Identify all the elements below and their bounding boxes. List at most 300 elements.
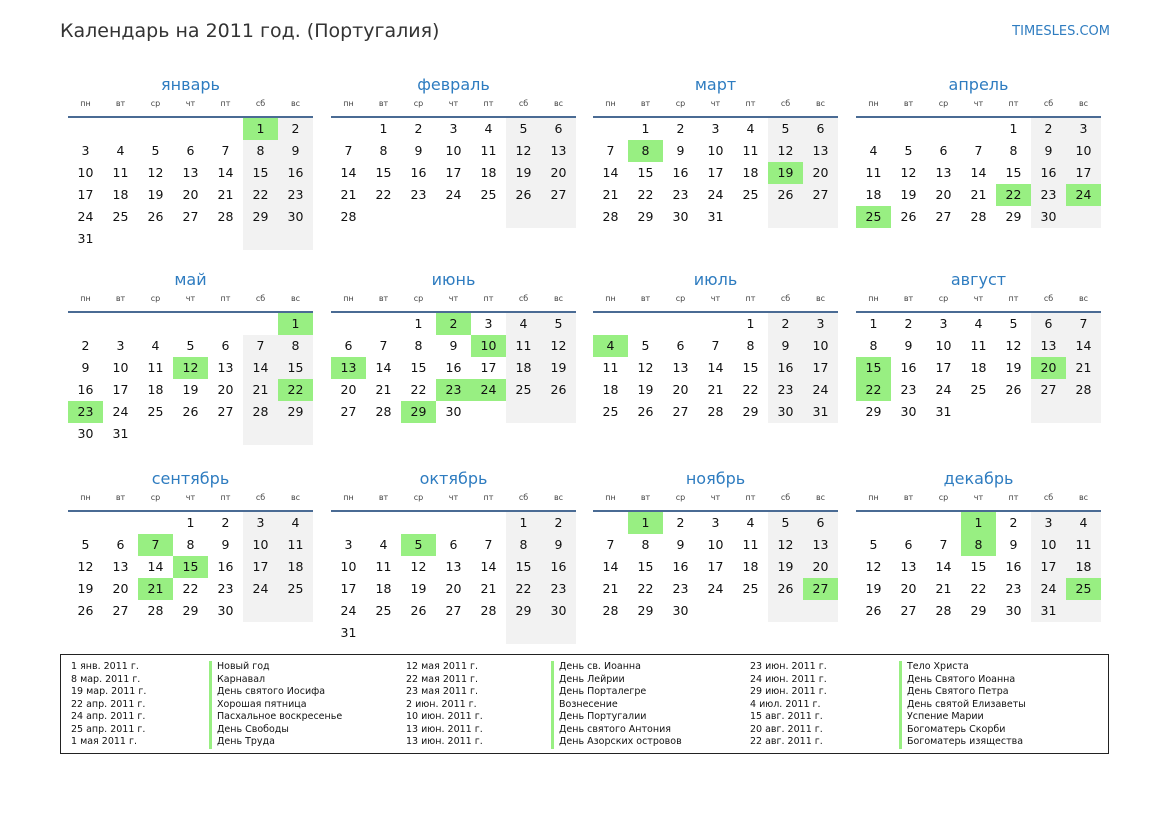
day-cell: 11: [278, 534, 313, 556]
weekday-label: вс: [1078, 99, 1089, 108]
legend-entry: День св. Иоанна: [559, 661, 641, 672]
day-cell: 24: [77, 209, 94, 224]
day-cell: 7: [606, 537, 615, 552]
month-3: [593, 72, 838, 228]
day-cell: 30: [768, 401, 803, 423]
weekday-label: чт: [185, 294, 196, 303]
empty-cell: [1066, 206, 1101, 228]
empty-cell: [593, 313, 628, 335]
empty-cell: [103, 512, 138, 534]
legend-entry: 23 мая 2011 г.: [406, 686, 479, 697]
month-name: июнь: [431, 270, 476, 289]
day-cell: 23: [672, 187, 689, 202]
day-cell: 4: [869, 143, 878, 158]
weekday-label: ср: [150, 294, 161, 303]
empty-cell: [243, 313, 278, 335]
day-cell: 6: [344, 338, 353, 353]
week-row: [856, 512, 1101, 534]
legend-entry: 13 июн. 2011 г.: [406, 723, 483, 735]
day-cell: 15: [506, 556, 541, 578]
weekday-header: [593, 492, 838, 512]
day-cell: 16: [672, 165, 689, 180]
day-cell: 6: [449, 537, 458, 552]
day-cell: 5: [869, 537, 878, 552]
legend-entry: Карнавал: [217, 673, 266, 685]
day-cell: 3: [484, 316, 493, 331]
legend-entry: Тело Христа: [907, 661, 969, 672]
weekday-label: пт: [483, 493, 494, 502]
day-cell: 3: [1066, 118, 1101, 140]
week-row: [331, 401, 576, 423]
week-row: [68, 578, 313, 600]
empty-cell: [926, 118, 961, 140]
weekday-label: вс: [553, 294, 564, 303]
legend-entry: 22 авг. 2011 г.: [750, 736, 823, 747]
day-cell: 29: [865, 404, 882, 419]
day-cell: 30: [900, 404, 917, 419]
weekday-label: сб: [780, 493, 791, 502]
empty-cell: [366, 206, 401, 228]
legend-entry: 13 июн. 2011 г.: [406, 736, 483, 747]
day-cell: 20: [1031, 357, 1066, 379]
day-cell: 26: [768, 578, 803, 600]
day-cell: 31: [77, 231, 94, 246]
day-cell: 31: [935, 404, 952, 419]
day-cell: 5: [401, 534, 436, 556]
weekday-label: ср: [675, 493, 686, 502]
legend-names-col-2: [551, 661, 682, 749]
day-cell: 26: [410, 603, 427, 618]
month-name: январь: [161, 75, 220, 94]
day-cell: 19: [182, 382, 199, 397]
day-cell: 6: [186, 143, 195, 158]
legend-entry: 15 авг. 2011 г.: [750, 711, 823, 722]
day-cell: 12: [768, 534, 803, 556]
month-name: декабрь: [943, 469, 1014, 488]
day-cell: 1: [1009, 121, 1018, 136]
day-cell: 16: [1005, 559, 1022, 574]
weekday-header: [331, 98, 576, 118]
day-cell: 10: [471, 335, 506, 357]
holiday-legend: [60, 654, 1109, 754]
day-cell: 22: [996, 184, 1031, 206]
day-cell: 20: [182, 187, 199, 202]
week-row: [68, 423, 313, 445]
day-cell: 21: [1066, 357, 1101, 379]
weekday-header: [593, 293, 838, 313]
day-cell: 17: [935, 360, 952, 375]
day-cell: 25: [602, 404, 619, 419]
day-cell: 31: [707, 209, 724, 224]
weekday-label: пн: [80, 493, 91, 502]
day-cell: 5: [186, 338, 195, 353]
day-cell: 10: [77, 165, 94, 180]
day-cell: 15: [742, 360, 759, 375]
day-cell: 22: [375, 187, 392, 202]
weekday-label: пт: [1008, 493, 1019, 502]
day-cell: 14: [1066, 335, 1101, 357]
day-cell: 9: [81, 360, 90, 375]
day-cell: 20: [112, 581, 129, 596]
legend-entry: 19 мар. 2011 г.: [71, 686, 147, 697]
empty-cell: [366, 512, 401, 534]
day-cell: 15: [637, 165, 654, 180]
day-cell: 8: [278, 335, 313, 357]
empty-cell: [768, 600, 803, 622]
week-row: [593, 534, 838, 556]
day-cell: 18: [1066, 556, 1101, 578]
day-cell: 4: [278, 512, 313, 534]
empty-cell: [698, 600, 733, 622]
day-cell: 20: [900, 581, 917, 596]
empty-cell: [733, 600, 768, 622]
week-row: [68, 357, 313, 379]
day-cell: 10: [243, 534, 278, 556]
day-cell: 18: [480, 165, 497, 180]
week-row: [856, 184, 1101, 206]
weekday-label: вс: [815, 294, 826, 303]
day-cell: 13: [331, 357, 366, 379]
day-cell: 22: [742, 382, 759, 397]
legend-entry: 10 июн. 2011 г.: [406, 711, 483, 722]
weekday-label: чт: [710, 99, 721, 108]
weekday-label: сб: [780, 99, 791, 108]
month-1: [68, 72, 313, 250]
week-row: [331, 622, 576, 644]
month-10: [331, 466, 576, 644]
day-cell: 28: [375, 404, 392, 419]
weekday-label: пт: [1008, 294, 1019, 303]
empty-cell: [243, 228, 278, 250]
week-row: [856, 600, 1101, 622]
day-cell: 23: [541, 578, 576, 600]
day-cell: 3: [81, 143, 90, 158]
day-cell: 19: [1005, 360, 1022, 375]
weekday-label: пн: [868, 99, 879, 108]
weekday-label: пн: [605, 294, 616, 303]
legend-entry: Вознесение: [559, 698, 618, 710]
day-cell: 17: [707, 165, 724, 180]
weekday-label: пт: [745, 294, 756, 303]
day-cell: 11: [506, 335, 541, 357]
day-cell: 8: [243, 140, 278, 162]
weekday-label: вс: [553, 99, 564, 108]
weekday-label: сб: [255, 99, 266, 108]
day-cell: 10: [1066, 140, 1101, 162]
weekday-label: чт: [973, 294, 984, 303]
day-cell: 12: [541, 335, 576, 357]
day-cell: 26: [900, 209, 917, 224]
weekday-label: вт: [115, 99, 126, 108]
weekday-label: пн: [868, 493, 879, 502]
day-cell: 2: [768, 313, 803, 335]
day-cell: 30: [1031, 206, 1066, 228]
day-cell: 9: [278, 140, 313, 162]
week-row: [856, 534, 1101, 556]
weekday-header: [856, 293, 1101, 313]
day-cell: 12: [1005, 338, 1022, 353]
week-row: [856, 379, 1101, 401]
empty-cell: [208, 118, 243, 140]
page-title: Календарь на 2011 год. (Португалия): [60, 20, 440, 42]
week-row: [856, 313, 1101, 335]
legend-entry: 1 янв. 2011 г.: [71, 661, 139, 672]
weekday-label: ср: [150, 493, 161, 502]
empty-cell: [506, 206, 541, 228]
weekday-label: чт: [185, 99, 196, 108]
day-cell: 11: [480, 143, 497, 158]
day-cell: 22: [278, 379, 313, 401]
weekday-header: [593, 98, 838, 118]
week-row: [68, 228, 313, 250]
legend-entry: Новый год: [217, 661, 270, 672]
day-cell: 24: [471, 379, 506, 401]
site-link[interactable]: TIMESLES.COM: [1012, 24, 1110, 39]
empty-cell: [243, 600, 278, 622]
weekday-label: вс: [1078, 493, 1089, 502]
day-cell: 29: [970, 603, 987, 618]
empty-cell: [138, 118, 173, 140]
weekday-label: пт: [1008, 99, 1019, 108]
empty-cell: [401, 206, 436, 228]
empty-cell: [891, 512, 926, 534]
empty-cell: [208, 423, 243, 445]
day-cell: 21: [480, 581, 497, 596]
legend-dates-col-3: [750, 661, 827, 749]
legend-entry: 2 июн. 2011 г.: [406, 698, 477, 710]
empty-cell: [366, 313, 401, 335]
empty-cell: [1031, 401, 1066, 423]
empty-cell: [698, 313, 733, 335]
week-row: [331, 335, 576, 357]
day-cell: 16: [541, 556, 576, 578]
week-row: [68, 534, 313, 556]
legend-entry: День Азорских островов: [559, 736, 682, 747]
empty-cell: [506, 622, 541, 644]
day-cell: 27: [112, 603, 129, 618]
day-cell: 28: [602, 603, 619, 618]
day-cell: 18: [742, 559, 759, 574]
day-cell: 2: [1009, 515, 1018, 530]
week-row: [68, 600, 313, 622]
day-cell: 25: [278, 578, 313, 600]
legend-entry: День святого Антония: [559, 723, 671, 735]
week-row: [68, 401, 313, 423]
day-cell: 28: [480, 603, 497, 618]
day-cell: 9: [449, 338, 458, 353]
day-cell: 21: [707, 382, 724, 397]
week-row: [331, 162, 576, 184]
month-name: сентябрь: [151, 469, 230, 488]
day-cell: 3: [243, 512, 278, 534]
day-cell: 22: [506, 578, 541, 600]
empty-cell: [996, 401, 1031, 423]
empty-cell: [436, 206, 471, 228]
day-cell: 4: [506, 313, 541, 335]
day-cell: 29: [1005, 209, 1022, 224]
day-cell: 22: [637, 187, 654, 202]
weekday-label: пт: [220, 99, 231, 108]
week-row: [68, 184, 313, 206]
day-cell: 23: [436, 379, 471, 401]
day-cell: 10: [1031, 534, 1066, 556]
day-cell: 26: [541, 379, 576, 401]
day-cell: 12: [173, 357, 208, 379]
weekday-label: чт: [448, 493, 459, 502]
month-9: [68, 466, 313, 622]
empty-cell: [138, 512, 173, 534]
day-cell: 16: [445, 360, 462, 375]
day-cell: 31: [340, 625, 357, 640]
day-cell: 12: [637, 360, 654, 375]
day-cell: 20: [541, 162, 576, 184]
day-cell: 9: [768, 335, 803, 357]
empty-cell: [208, 313, 243, 335]
weekday-label: ср: [675, 99, 686, 108]
day-cell: 12: [506, 140, 541, 162]
empty-cell: [1066, 600, 1101, 622]
day-cell: 2: [414, 121, 423, 136]
week-row: [331, 556, 576, 578]
day-cell: 5: [1009, 316, 1018, 331]
week-row: [331, 600, 576, 622]
day-cell: 16: [217, 559, 234, 574]
day-cell: 7: [711, 338, 720, 353]
day-cell: 8: [186, 537, 195, 552]
weekday-label: сб: [255, 294, 266, 303]
weekday-label: сб: [518, 99, 529, 108]
day-cell: 7: [1066, 313, 1101, 335]
empty-cell: [68, 313, 103, 335]
day-cell: 7: [344, 143, 353, 158]
empty-cell: [401, 512, 436, 534]
day-cell: 18: [970, 360, 987, 375]
day-cell: 15: [856, 357, 891, 379]
day-cell: 6: [221, 338, 230, 353]
day-cell: 8: [628, 140, 663, 162]
weekday-label: чт: [973, 493, 984, 502]
weekday-label: чт: [710, 493, 721, 502]
day-cell: 25: [506, 379, 541, 401]
day-cell: 6: [939, 143, 948, 158]
legend-entry: 24 апр. 2011 г.: [71, 711, 146, 722]
day-cell: 25: [112, 209, 129, 224]
day-cell: 25: [742, 187, 759, 202]
day-cell: 8: [1009, 143, 1018, 158]
day-cell: 30: [1005, 603, 1022, 618]
week-row: [593, 600, 838, 622]
day-cell: 14: [602, 165, 619, 180]
empty-cell: [891, 118, 926, 140]
day-cell: 28: [935, 603, 952, 618]
day-cell: 19: [147, 187, 164, 202]
day-cell: 20: [340, 382, 357, 397]
empty-cell: [173, 313, 208, 335]
day-cell: 31: [1031, 600, 1066, 622]
legend-entry: День Свободы: [217, 723, 289, 735]
empty-cell: [331, 512, 366, 534]
weekday-label: ср: [938, 493, 949, 502]
day-cell: 18: [742, 165, 759, 180]
weekday-label: вт: [378, 294, 389, 303]
week-row: [856, 401, 1101, 423]
day-cell: 28: [1066, 379, 1101, 401]
day-cell: 31: [803, 401, 838, 423]
day-cell: 6: [904, 537, 913, 552]
legend-entry: 22 апр. 2011 г.: [71, 698, 146, 710]
day-cell: 15: [637, 559, 654, 574]
day-cell: 4: [746, 515, 755, 530]
day-cell: 14: [707, 360, 724, 375]
day-cell: 30: [445, 404, 462, 419]
day-cell: 16: [278, 162, 313, 184]
day-cell: 9: [1009, 537, 1018, 552]
weekday-label: пн: [868, 294, 879, 303]
week-row: [856, 578, 1101, 600]
day-cell: 28: [243, 401, 278, 423]
day-cell: 15: [278, 357, 313, 379]
empty-cell: [278, 228, 313, 250]
weekday-label: пт: [220, 493, 231, 502]
day-cell: 21: [217, 187, 234, 202]
legend-entry: 22 мая 2011 г.: [406, 673, 479, 685]
day-cell: 25: [856, 206, 891, 228]
day-cell: 28: [217, 209, 234, 224]
empty-cell: [541, 206, 576, 228]
legend-entry: День Святого Петра: [907, 686, 1009, 697]
week-row: [593, 379, 838, 401]
day-cell: 13: [672, 360, 689, 375]
weekday-label: вс: [290, 493, 301, 502]
day-cell: 14: [480, 559, 497, 574]
legend-names-col-3: [899, 661, 1026, 749]
weekday-label: пт: [745, 99, 756, 108]
day-cell: 22: [182, 581, 199, 596]
empty-cell: [628, 313, 663, 335]
weekday-label: вт: [115, 493, 126, 502]
day-cell: 31: [112, 426, 129, 441]
legend-entry: 25 апр. 2011 г.: [71, 723, 146, 735]
day-cell: 2: [221, 515, 230, 530]
legend-names-col-1: [209, 661, 342, 749]
day-cell: 24: [112, 404, 129, 419]
weekday-label: пн: [343, 493, 354, 502]
day-cell: 24: [1031, 578, 1066, 600]
day-cell: 25: [1066, 578, 1101, 600]
day-cell: 24: [243, 578, 278, 600]
day-cell: 3: [711, 121, 720, 136]
day-cell: 9: [676, 143, 685, 158]
day-cell: 14: [375, 360, 392, 375]
weekday-label: ср: [938, 294, 949, 303]
day-cell: 13: [217, 360, 234, 375]
week-row: [331, 578, 576, 600]
week-row: [331, 206, 576, 228]
day-cell: 14: [243, 357, 278, 379]
day-cell: 24: [340, 603, 357, 618]
day-cell: 13: [803, 534, 838, 556]
day-cell: 29: [637, 603, 654, 618]
day-cell: 11: [602, 360, 619, 375]
month-name: август: [950, 270, 1007, 289]
day-cell: 13: [1031, 335, 1066, 357]
day-cell: 21: [602, 187, 619, 202]
empty-cell: [856, 512, 891, 534]
day-cell: 5: [541, 313, 576, 335]
month-2: [331, 72, 576, 228]
day-cell: 5: [81, 537, 90, 552]
week-row: [856, 357, 1101, 379]
